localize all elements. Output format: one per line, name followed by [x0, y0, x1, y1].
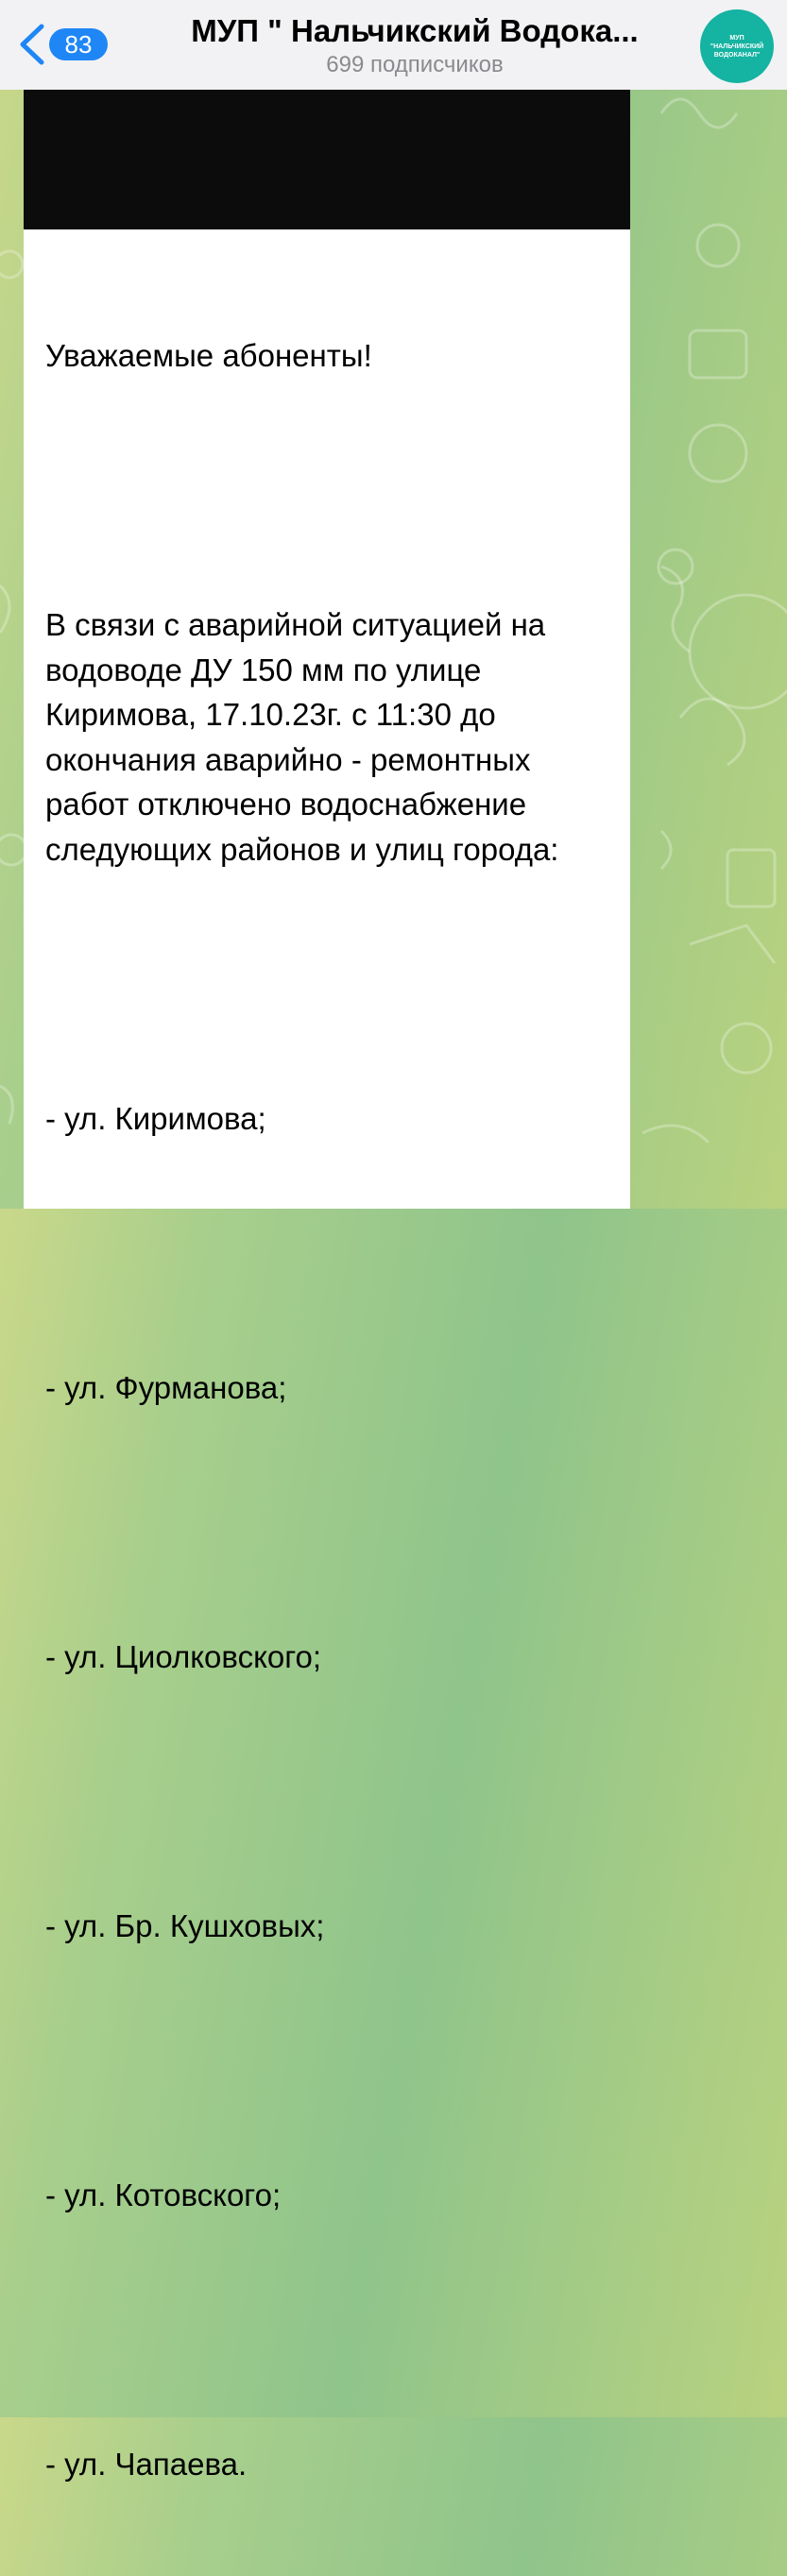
- street-item: - ул. Чапаева.: [45, 2446, 248, 2482]
- channel-avatar[interactable]: [700, 9, 774, 83]
- subscriber-count: 699 подписчиков: [326, 52, 504, 77]
- street-item: - ул. Циолковского;: [45, 1638, 322, 1674]
- chat-header: [0, 0, 787, 90]
- back-button[interactable]: [9, 17, 113, 72]
- message-bubble[interactable]: [24, 90, 630, 2482]
- message-greeting: Уважаемые абоненты!: [45, 338, 372, 373]
- street-item: - ул. Бр. Кушховых;: [45, 1907, 325, 1943]
- message-media[interactable]: [24, 90, 630, 229]
- message-body: В связи с аварийной ситуацией на водоводе ДУ 150 мм по улице Киримова, 17.10.23г. с 11:30 до окончания аварийно - ремонтных работ отключено водоснабжение следующих районов и улиц города:: [45, 607, 559, 867]
- street-item: - ул. Фурманова;: [45, 1369, 287, 1405]
- street-item: - ул. Киримова;: [45, 1100, 266, 1136]
- chevron-left-icon: [15, 23, 49, 66]
- channel-title[interactable]: МУП " Нальчикский Водока...: [191, 13, 639, 48]
- unread-count-badge: 83: [49, 28, 108, 60]
- avatar-logo-text: МУП "НАЛЬЧИКСКИЙ ВОДОКАНАЛ": [710, 34, 764, 59]
- message-text: [45, 244, 612, 2576]
- street-item: - ул. Котовского;: [45, 2177, 282, 2212]
